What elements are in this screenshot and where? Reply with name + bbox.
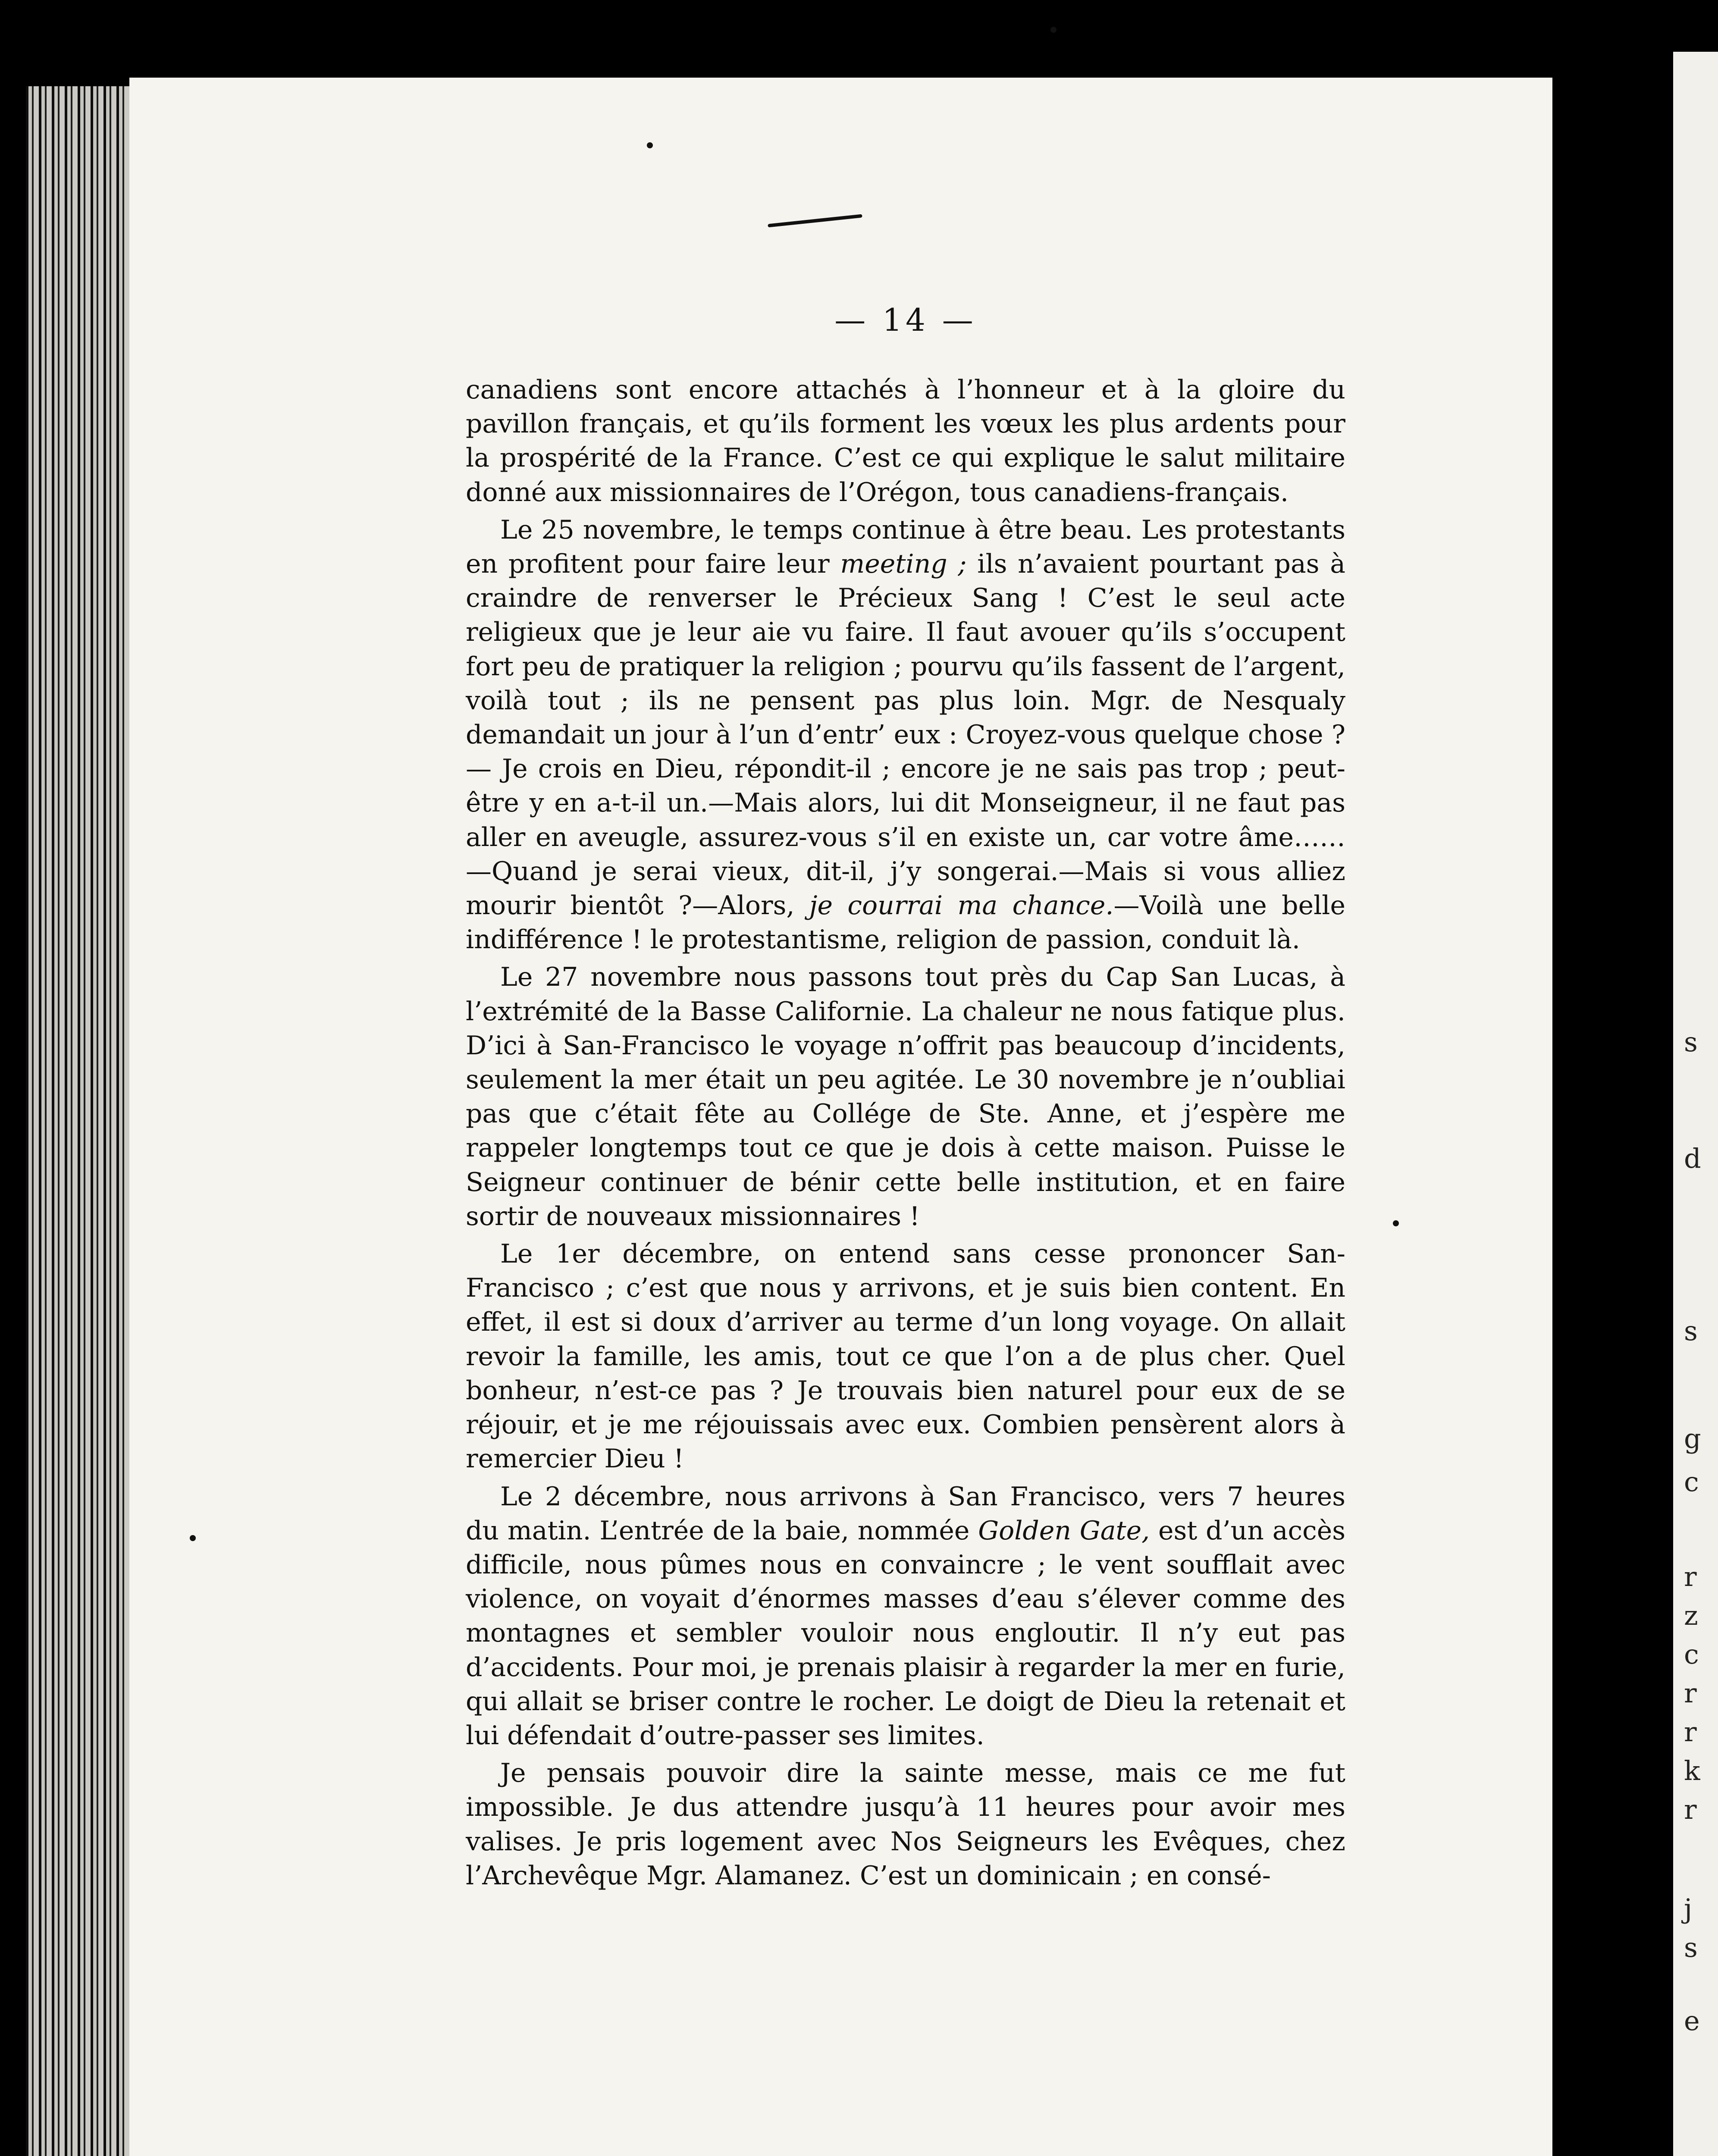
paragraph [466,1480,1345,1753]
paragraph-text: ils n’avaient pourtant pas à craindre de renverser le Précieux Sang ! C’est le seul acte religieux que je leur aie vu faire. Il faut avouer qu’ils s’occupent fort peu de pratiquer la religion ; pourvu qu’ils fassent de l’argent, voilà tout ; ils ne pensent pas plus loin. Mgr. de Nesqualy demandait un jour à l’un d’entr’ eux : Croyez-vous quelque chose ? — Je crois en Dieu, répondit-il ; encore je ne sais pas trop ; peut-être y en a-t-il un.—Mais alors, lui dit Monseigneur, il ne faut pas aller en aveugle, assurez-vous s’il en existe un, car votre âme……—Quand je serai vieux, dit-il, j’y songerai.—Mais si vous alliez mourir bientôt ?—Alors, [466,549,1345,921]
margin-glyph: c [1684,1466,1699,1498]
binding-edge [26,86,129,2156]
paragraph-text: Le 25 novembre, le temps continue à être beau. Les protestants en profitent pour faire leur [466,514,1345,580]
margin-glyph: r [1684,1716,1697,1748]
margin-glyph: s [1684,1315,1698,1347]
margin-glyph: c [1684,1639,1699,1670]
page-number: — 14 — [834,302,977,338]
paragraph [466,513,1345,957]
paragraph [466,1756,1345,1893]
paragraph [466,373,1345,510]
scan-speck [190,1535,196,1541]
paragraph-text: Le 27 novembre nous passons tout près du Cap San Lucas, à l’extrémité de la Basse Californie. La chaleur ne nous fatique plus. D’ici à San-Francisco le voyage n’offrit pas beaucoup d’incidents, seulement la mer était un peu agitée. Le 30 novembre je n’oubliai pas que c’était fête au Collége de Ste. Anne, et j’espère me rappeler longtemps tout ce que je dois à cette maison. Puisse le Seigneur continuer de bénir cette belle institution, et en faire sortir de nouveaux missionnaires ! [466,962,1345,1232]
body-text [466,373,1345,1893]
italic-term: meeting ; [840,549,967,580]
paragraph-text: Je pensais pouvoir dire la sainte messe, mais ce me fut impossible. Je dus attendre jusqu’à 11 heures pour avoir mes valises. Je pris logement avec Nos Seigneurs les Evêques, chez l’Archevêque Mgr. Alamanez. C’est un dominicain ; en consé- [466,1758,1345,1891]
paragraph-text: est d’un accès difficile, nous pûmes nous en convaincre ; le vent soufflait avec violence, on voyait d’énormes masses d’eau s’élever comme des montagnes et sembler vouloir nous engloutir. Il n’y eut pas d’accidents. Pour moi, je prenais plaisir à regarder la mer en furie, qui allait se briser contre le rocher. Le doigt de Dieu la retenait et lui défendait d’outre-passer ses limites. [466,1515,1346,1751]
margin-glyph: s [1684,1932,1698,1963]
margin-glyph: j [1684,1893,1693,1924]
margin-glyph: d [1684,1143,1701,1174]
scan-speck [1050,27,1057,33]
margin-glyph: r [1684,1561,1697,1592]
paragraph-text: —Voilà une belle indifférence ! le protestantisme, religion de passion, conduit là. [466,890,1345,955]
paragraph [466,1237,1345,1476]
scan-speck [1393,1220,1399,1226]
margin-glyph: e [1684,2005,1700,2037]
paragraph-text: Le 1er décembre, on entend sans cesse prononcer San-Francisco ; c’est que nous y arrivons, et je suis bien content. En effet, il est si doux d’arriver au terme d’un long voyage. On allait revoir la famille, les amis, tout ce que l’on a de plus cher. Quel bonheur, n’est-ce pas ? Je trouvais bien naturel pour eux de se réjouir, et je me réjouissais avec eux. Combien pensèrent alors à remercier Dieu ! [466,1239,1345,1474]
margin-glyph: r [1684,1677,1697,1709]
paragraph [466,960,1345,1234]
adjacent-page-strip [1673,52,1718,2156]
paragraph-text: Le 2 décembre, nous arrivons à San Francisco, vers 7 heures du matin. L’entrée de la baie, nommée [466,1481,1345,1546]
margin-glyph: g [1684,1423,1701,1454]
margin-glyph: s [1684,1026,1698,1058]
margin-glyph: r [1684,1794,1697,1825]
margin-glyph: z [1684,1600,1698,1631]
scan-speck [647,142,653,148]
margin-glyph: k [1684,1755,1700,1786]
italic-phrase: je courrai ma chance. [809,890,1114,921]
italic-term: Golden Gate, [978,1515,1150,1546]
paragraph-text: canadiens sont encore attachés à l’honneur et à la gloire du pavillon français, et qu’ils forment les vœux les plus ardents pour la prospérité de la France. C’est ce qui explique le salut militaire donné aux missionnaires de l’Orégon, tous canadiens-français. [466,375,1345,508]
